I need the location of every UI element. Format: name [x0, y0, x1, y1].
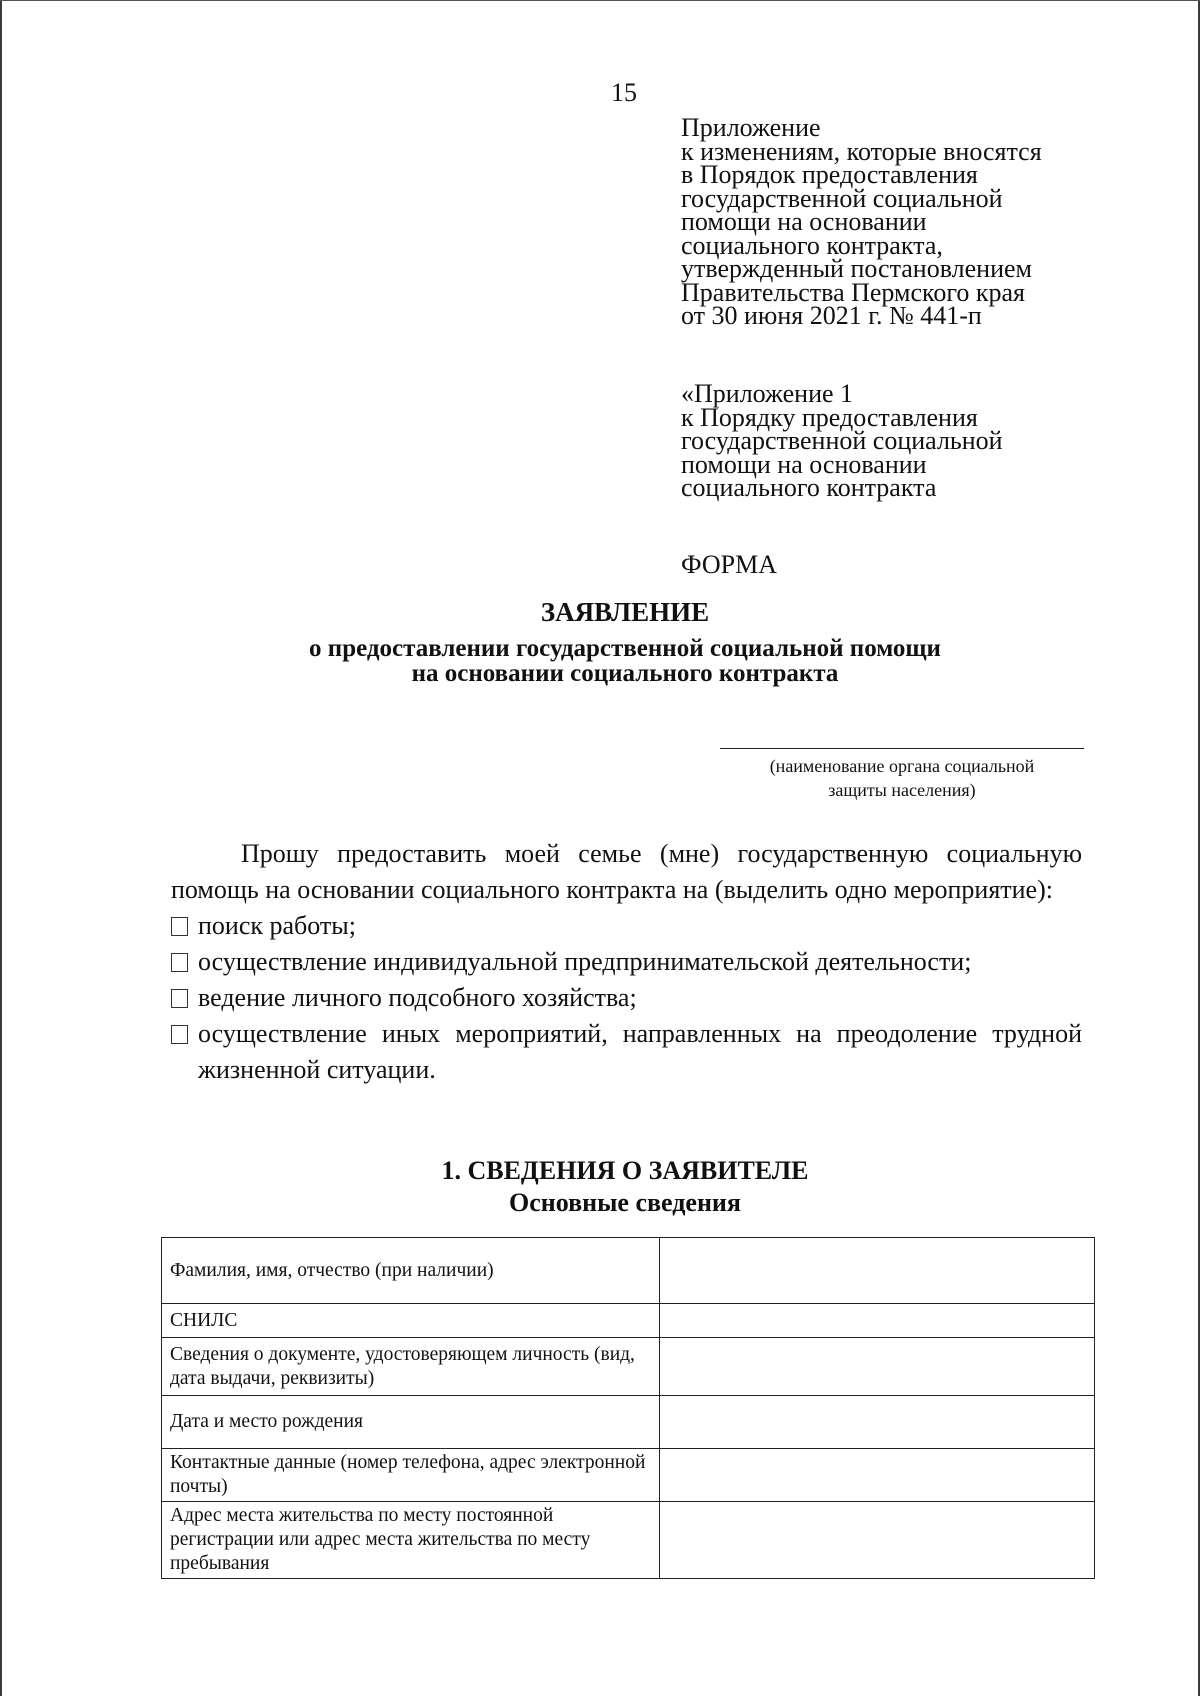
checkbox-icon[interactable] — [171, 953, 188, 972]
appendix-line: в Порядок предоставления — [681, 160, 978, 189]
appendix-2-line: государственной социальной — [681, 426, 1003, 455]
row-label-birth-date-place: Дата и место рождения — [162, 1396, 660, 1449]
value-cell-snils[interactable] — [659, 1304, 1094, 1338]
subtitle-line: на основании социального контракта — [411, 660, 839, 687]
subtitle-line: о предоставлении государственной социальной помощи — [309, 635, 941, 662]
appendix-line: государственной социальной — [681, 183, 1003, 213]
appendix-2-line: к Порядку предоставления — [681, 402, 978, 432]
request-body — [171, 836, 1082, 1088]
table-row — [162, 1238, 1095, 1304]
option-label: ведение личного подсобного хозяйства; — [198, 983, 637, 1012]
row-label-full-name: Фамилия, имя, отчество (при наличии) — [162, 1238, 660, 1304]
form-label: ФОРМА — [681, 550, 777, 579]
table-row — [162, 1304, 1095, 1338]
option-label: осуществление индивидуальной предпринимательской деятельности; — [198, 947, 972, 976]
option-job-search[interactable] — [171, 908, 1082, 944]
appendix-2-line: «Приложение 1 — [681, 379, 854, 408]
appendix-line: утвержденный постановлением — [681, 254, 1032, 283]
caption-line: защиты населения) — [828, 780, 976, 800]
appendix-line: социального контракта, — [681, 230, 943, 260]
section-title: 1. СВЕДЕНИЯ О ЗАЯВИТЕЛЕ — [441, 1156, 809, 1185]
option-other-measures[interactable] — [171, 1016, 1082, 1088]
value-cell-birth-date-place[interactable] — [659, 1396, 1094, 1449]
value-cell-contact-details[interactable] — [659, 1449, 1094, 1502]
checkbox-icon[interactable] — [171, 917, 188, 936]
table-row — [162, 1449, 1095, 1502]
appendix-line: от 30 июня 2021 г. № 441-п — [681, 301, 982, 330]
caption-line: (наименование органа социальной — [769, 756, 1035, 776]
appendix-block-2 — [681, 379, 1121, 502]
value-cell-identity-document[interactable] — [659, 1338, 1094, 1396]
appendix-line: к изменениям, которые вносятся — [681, 136, 1042, 166]
row-label-address: Адрес места жительства по месту постоянной регистрации или адрес места жительства по месту пребывания — [162, 1502, 660, 1579]
row-label-identity-document: Сведения о документе, удостоверяющем личность (вид, дата выдачи, реквизиты) — [162, 1338, 660, 1396]
row-label-contact-details: Контактные данные (номер телефона, адрес электронной почты) — [162, 1449, 660, 1502]
table-row — [162, 1396, 1095, 1449]
applicant-info-table — [161, 1237, 1095, 1579]
appendix-line: Правительства Пермского края — [681, 277, 1025, 307]
scan-left-edge — [0, 0, 2, 1696]
document-subtitle — [0, 636, 1200, 686]
section-subtitle: Основные сведения — [509, 1188, 741, 1217]
option-household-farming[interactable] — [171, 980, 1082, 1016]
table-row — [162, 1338, 1095, 1396]
request-paragraph: Прошу предоставить моей семье (мне) государственную социальную помощь на основании социального контракта на (выделить одно мероприятие): — [171, 839, 1082, 904]
checkbox-icon[interactable] — [171, 989, 188, 1008]
row-label-snils: СНИЛС — [162, 1304, 660, 1338]
checkbox-icon[interactable] — [171, 1025, 188, 1044]
value-cell-address[interactable] — [659, 1502, 1094, 1579]
document-title: ЗАЯВЛЕНИЕ — [540, 597, 710, 627]
table-row — [162, 1502, 1095, 1579]
appendix-line: помощи на основании — [681, 207, 927, 236]
option-entrepreneurship[interactable] — [171, 944, 1082, 980]
scan-top-edge — [0, 0, 1200, 1]
value-cell-full-name[interactable] — [659, 1238, 1094, 1304]
appendix-2-line: социального контракта — [681, 473, 937, 502]
option-label: поиск работы; — [198, 911, 356, 940]
authority-name-line — [720, 748, 1084, 749]
appendix-block — [681, 113, 1121, 330]
option-label: осуществление иных мероприятий, направленных на преодоление трудной жизненной ситуации. — [198, 1019, 1082, 1084]
authority-caption — [720, 754, 1084, 802]
appendix-2-line: помощи на основании — [681, 449, 927, 479]
appendix-line: Приложение — [681, 113, 821, 142]
page-number: 15 — [611, 78, 637, 107]
